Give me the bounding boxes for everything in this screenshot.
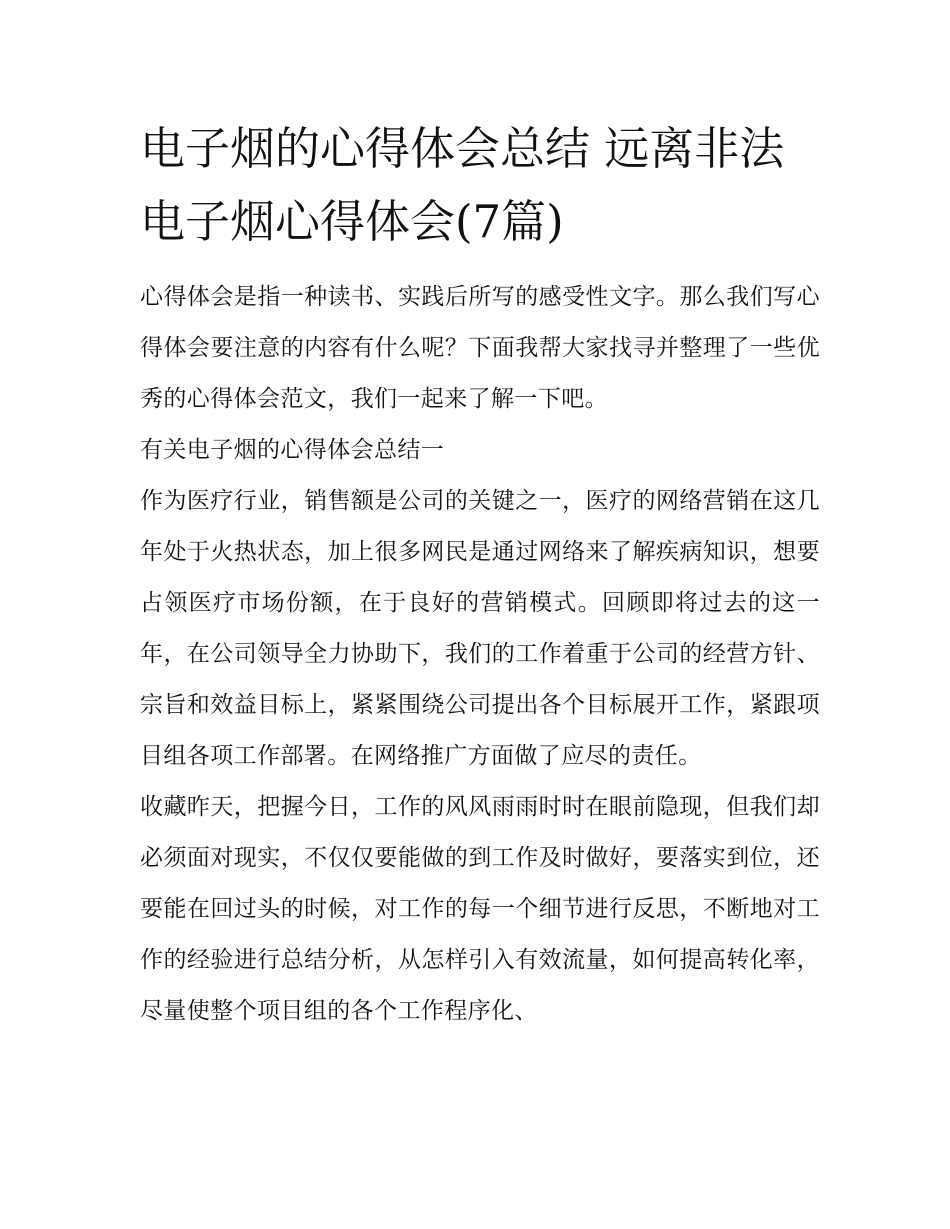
paragraph-body-2: 收藏昨天，把握今日，工作的风风雨雨时时在眼前隐现，但我们却必须面对现实，不仅仅要能做的到工作及时做好，要落实到位，还要能在回过头的时候，对工作的每一个细节进行反思，不断地对工作的经验进行总结分析，从怎样引入有效流量，如何提高转化率，尽量使整个项目组的各个工作程序化、: [140, 794, 820, 1024]
document-body: [140, 112, 820, 1037]
document-title: 电子烟的心得体会总结 远离非法电子烟心得体会(7篇): [140, 122, 785, 248]
section-heading: 有关电子烟的心得体会总结一: [140, 437, 445, 463]
paragraph-intro: 心得体会是指一种读书、实践后所写的感受性文字。那么我们写心得体会要注意的内容有什么呢？下面我帮大家找寻并整理了一些优秀的心得体会范文，我们一起来了解一下吧。: [140, 284, 820, 412]
paragraph-body-1: 作为医疗行业，销售额是公司的关键之一，医疗的网络营销在这几年处于火热状态，加上很多网民是通过网络来了解疾病知识，想要占领医疗市场份额，在于良好的营销模式。回顾即将过去的这一年，在公司领导全力协助下，我们的工作着重于公司的经营方针、宗旨和效益目标上，紧紧围绕公司提出各个目标展开工作，紧跟项目组各项工作部署。在网络推广方面做了应尽的责任。: [140, 488, 820, 769]
